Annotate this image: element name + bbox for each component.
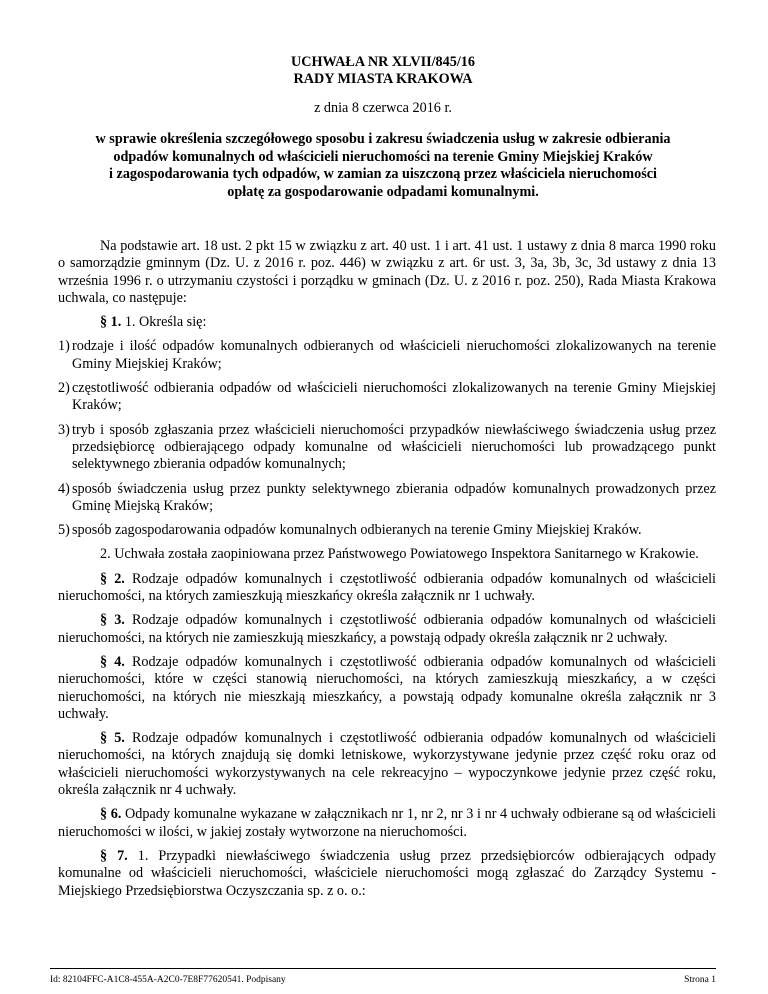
section-text: Rodzaje odpadów komunalnych i częstotliwość odbierania odpadów komunalnych od właścicieli nieruchomości, które w części stanowią nieruchomości, na których zamieszkują mieszkańcy, a w części nieruchomości, na których nie mieszkają mieszkańcy, a powstają odpady komunalne określa załącznik nr 3 uchwały.: [58, 653, 716, 722]
section-text: Rodzaje odpadów komunalnych i częstotliwość odbierania odpadów komunalnych od właścicieli nieruchomości, na których znajdują się domki letniskowe, wykorzystywane jedynie przez część roku oraz od właścicieli nieruchomości wykorzystywanych na cele rekreacyjno – wypoczynkowe jedynie przez część roku, określa załącznik nr 4 uchwały.: [58, 730, 716, 799]
section-mark: § 4.: [100, 653, 125, 670]
section-text: 1. Przypadki niewłaściwego świadczenia usług przez przedsiębiorców odbierających odpady komunalne od właścicieli nieruchomości, właściciele nieruchomości mogą zgłaszać do Zarządcy Systemu - Miejskiego Przedsiębiorstwa Oczyszczania sp. z o. o.:: [58, 847, 716, 899]
section-1-lead: [58, 314, 716, 331]
section-mark: § 3.: [100, 612, 125, 629]
list-item: [58, 522, 716, 539]
document-header: [50, 54, 716, 88]
legal-basis: Na podstawie art. 18 ust. 2 pkt 15 w związku z art. 40 ust. 1 i art. 41 ust. 1 ustawy z dnia 8 marca 1990 roku o samorządzie gminnym (Dz. U. z 2016 r. poz. 446) w związku z art. 6r ust. 3, 3a, 3b, 3c, 3d ustawy z dnia 13 września 1996 r. o utrzymaniu czystości i porządku w gminach (Dz. U. z 2016 r. poz. 250), Rada Miasta Krakowa uchwala, co następuje:: [58, 238, 716, 306]
list-text: sposób świadczenia usług przez punkty selektywnego zbierania odpadów komunalnych prowadzonych przez Gminę Miejską Kraków;: [72, 480, 716, 514]
resolution-number: UCHWAŁA NR XLVII/845/16: [291, 54, 475, 70]
subject-line-3: i zagospodarowania tych odpadów, w zamian za uiszczoną przez właściciela nieruchomości: [109, 166, 657, 182]
subject-line-4: opłatę za gospodarowanie odpadami komunalnymi.: [227, 183, 539, 200]
document-id: Id: 82104FFC-A1C8-455A-A2C0-7E8F77620541. Podpisany: [50, 975, 286, 985]
section-text: Odpady komunalne wykazane w załącznikach nr 1, nr 2, nr 3 i nr 4 uchwały odbierane są od właścicieli nieruchomości w ilości, w jakiej zostały wytworzone na nieruchomości.: [58, 806, 716, 840]
section-1-text: 1. Określa się:: [121, 314, 207, 331]
section-6: [58, 806, 716, 841]
section-3: [58, 612, 716, 647]
section-text: Rodzaje odpadów komunalnych i częstotliwość odbierania odpadów komunalnych od właścicieli nieruchomości, na których zamieszkują mieszkańcy określa załącznik nr 1 uchwały.: [58, 570, 716, 605]
section-5: [58, 730, 716, 799]
list-text: częstotliwość odbierania odpadów od właścicieli nieruchomości zlokalizowanych na terenie Gminy Miejskiej Kraków;: [72, 380, 716, 414]
page-number: Strona 1: [684, 975, 716, 985]
section-7: [58, 848, 716, 900]
section-text: Rodzaje odpadów komunalnych i częstotliwość odbierania odpadów komunalnych od właścicieli nieruchomości, na których nie zamieszkują mieszkańcy, a powstają odpady określa załącznik nr 2 uchwały.: [58, 612, 716, 646]
subject-line-1: w sprawie określenia szczegółowego sposobu i zakresu świadczenia usług w zakresie odbierania: [95, 131, 671, 147]
list-text: tryb i sposób zgłaszania przez właścicieli nieruchomości przypadków niewłaściwego świadczenia usług przez przedsiębiorcę odbierającego odpady komunalne od właścicieli nieruchomości lub prowadzącego punkt selektywnego zbierania odpadów komunalnych;: [72, 421, 716, 473]
list-item: [58, 380, 716, 415]
list-number: 2): [58, 380, 70, 397]
list-text: rodzaje i ilość odpadów komunalnych odbieranych od właścicieli nieruchomości zlokalizowanych na terenie Gminy Miejskiej Kraków;: [72, 338, 716, 372]
list-number: 4): [58, 480, 70, 497]
section-mark: § 7.: [100, 847, 128, 864]
section-mark: § 5.: [100, 730, 125, 747]
section-mark: § 6.: [100, 806, 122, 823]
section-mark: § 1.: [100, 314, 122, 331]
resolution-subject: [50, 131, 716, 201]
list-number: 5): [58, 522, 70, 539]
list-number: 1): [58, 338, 70, 355]
list-text: sposób zagospodarowania odpadów komunalnych odbieranych na terenie Gminy Miejskiej Kraków.: [72, 522, 642, 539]
document-body: [58, 238, 716, 907]
section-4: [58, 654, 716, 723]
footer-divider: [50, 968, 716, 969]
list-number: 3): [58, 421, 70, 438]
council-name: RADY MIASTA KRAKOWA: [293, 71, 473, 87]
section-2: [58, 571, 716, 606]
resolution-date: z dnia 8 czerwca 2016 r.: [314, 100, 452, 116]
section-mark: § 2.: [100, 570, 125, 587]
list-item: [58, 422, 716, 474]
section-1-paragraph-2: 2. Uchwała została zaopiniowana przez Państwowego Powiatowego Inspektora Sanitarnego w Krakowie.: [100, 546, 699, 563]
list-item: [58, 481, 716, 516]
list-item: [58, 338, 716, 373]
subject-line-2: odpadów komunalnych od właścicieli nieruchomości na terenie Gminy Miejskiej Kraków: [113, 148, 653, 165]
